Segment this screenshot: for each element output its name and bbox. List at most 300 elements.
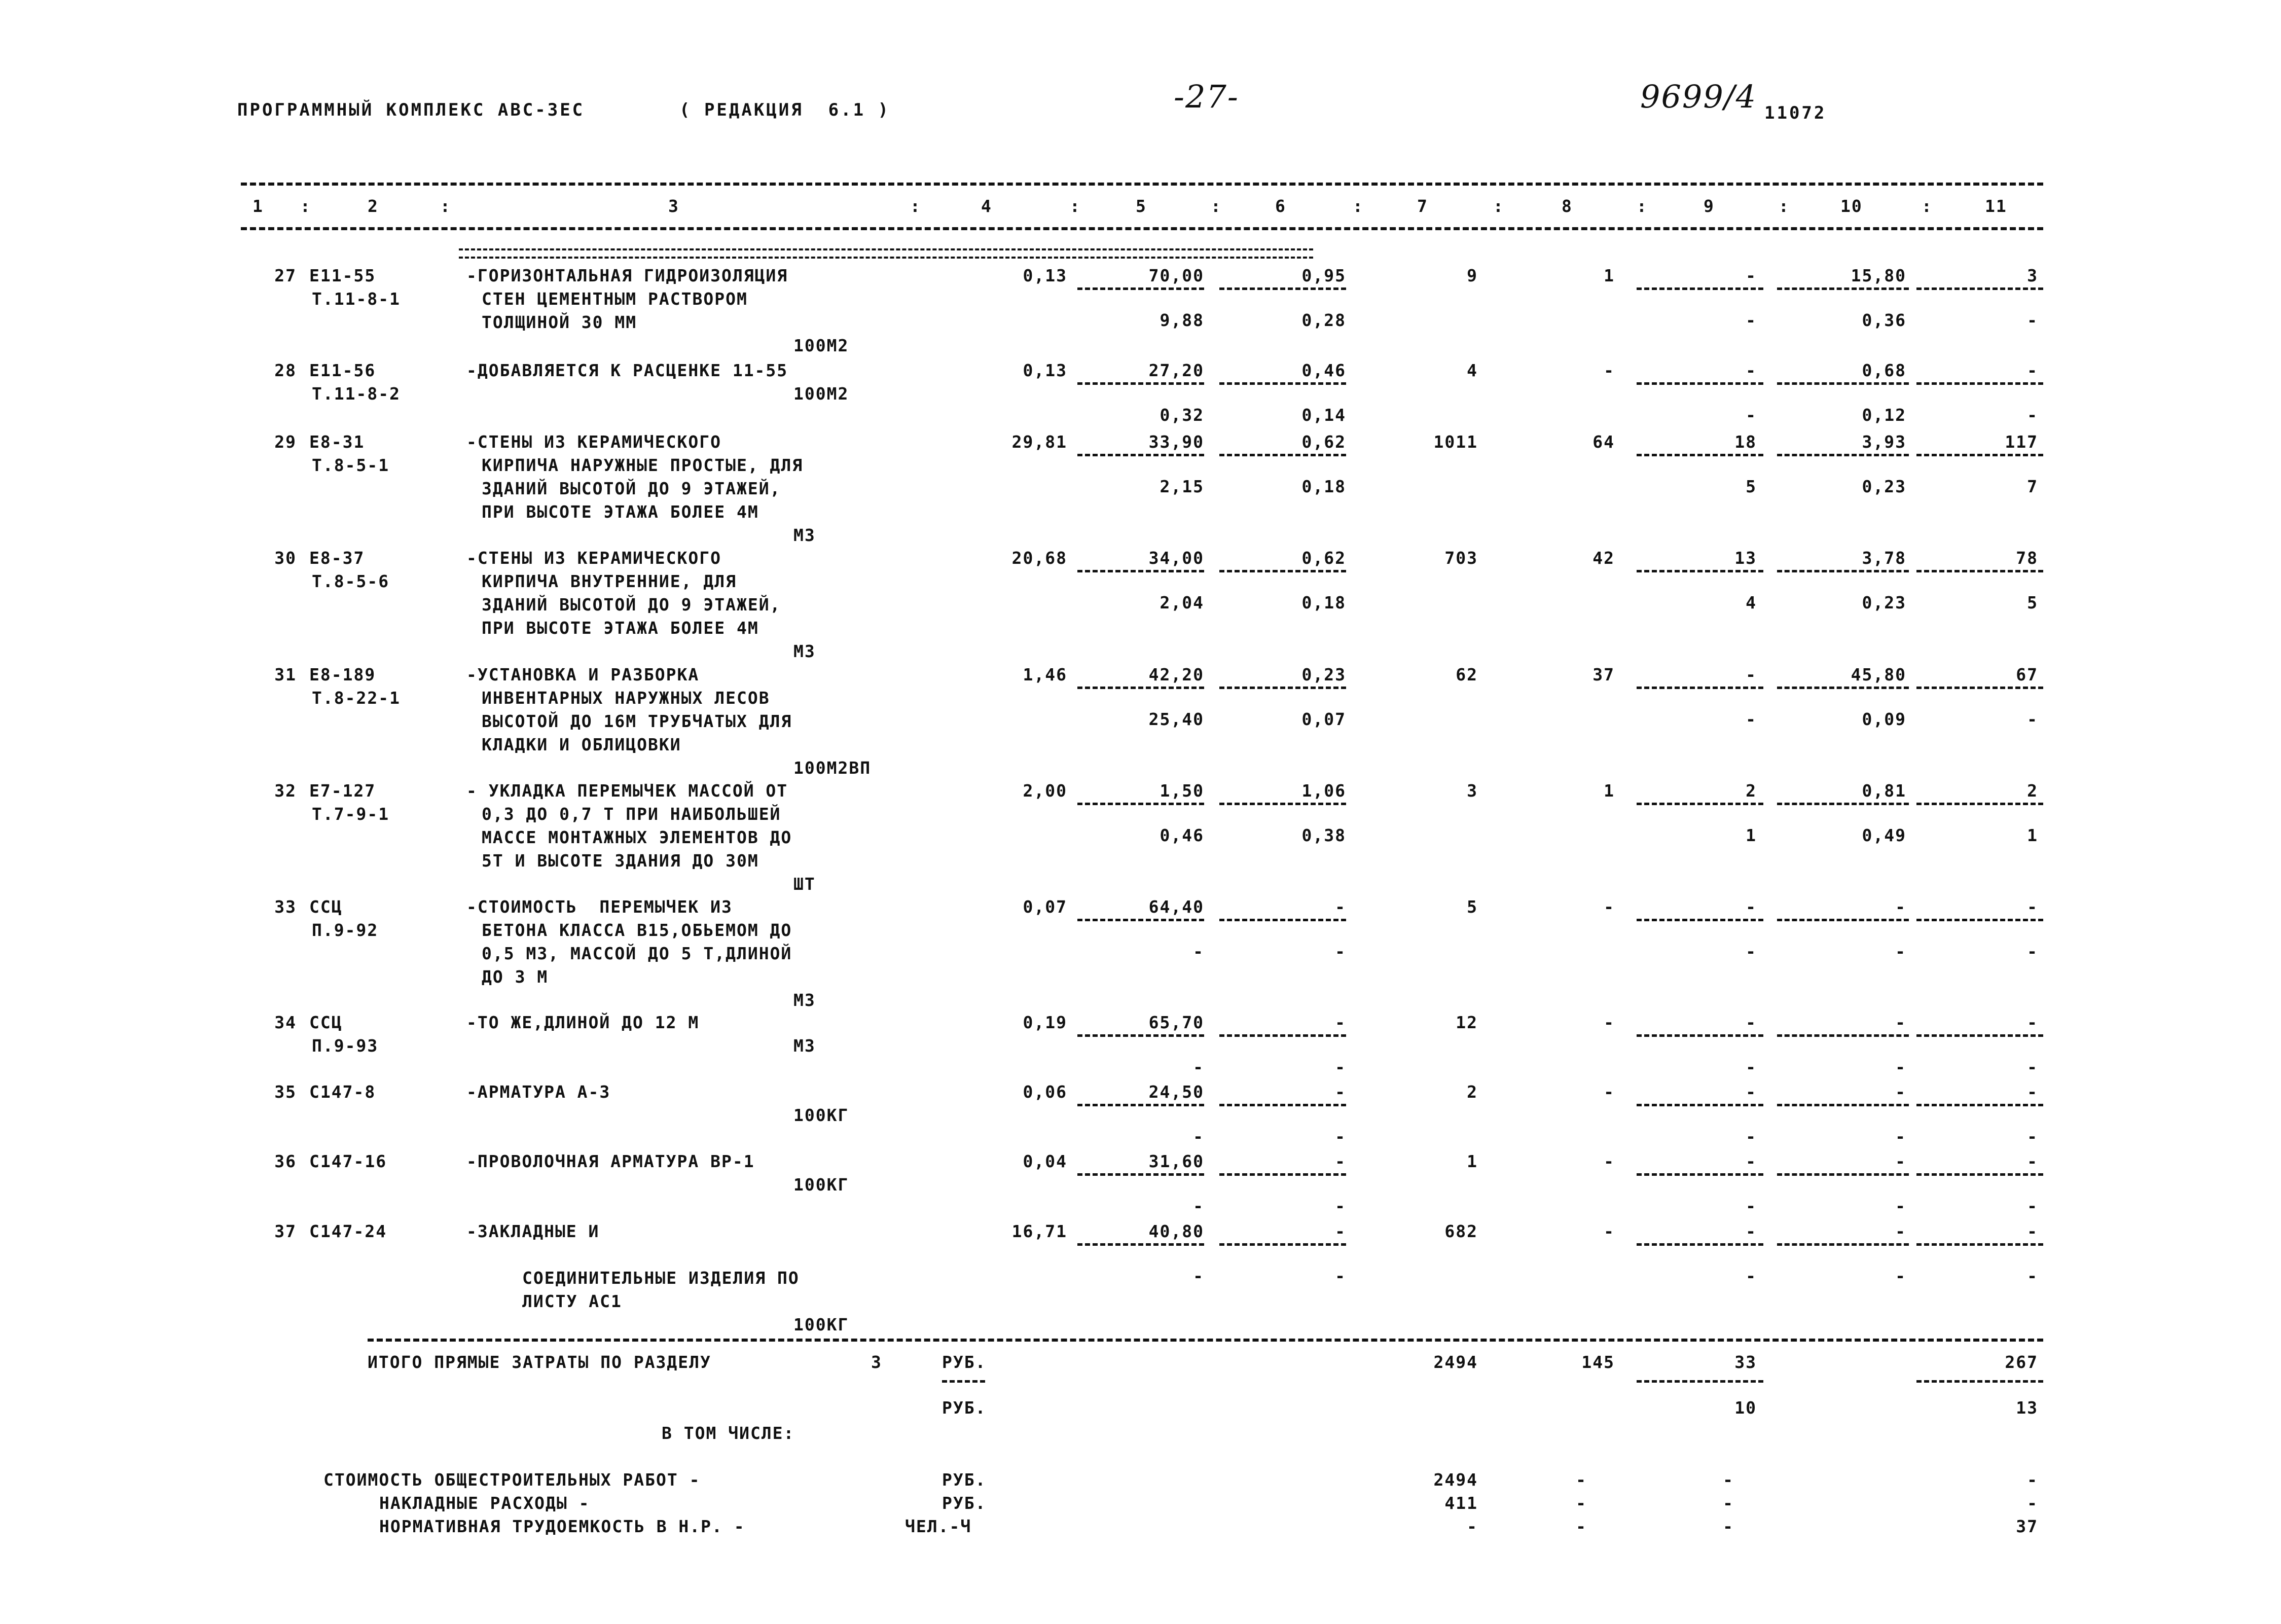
including-label: В ТОМ ЧИСЛЕ: (662, 1423, 795, 1443)
header-rule-top (241, 183, 2043, 186)
totals-col9-top: 33 (1734, 1352, 1757, 1372)
totals-rule (368, 1339, 2043, 1342)
row-description-line: -СТЕНЫ ИЗ КЕРАМИЧЕСКОГО (466, 548, 721, 568)
row-col9-top: 18 (1734, 432, 1757, 452)
row-description-line: ИНВЕНТАРНЫХ НАРУЖНЫХ ЛЕСОВ (482, 688, 770, 708)
row-description-line: -УСТАНОВКА И РАЗБОРКА (466, 665, 700, 684)
row-col10-bottom: - (1895, 1266, 1906, 1286)
row-machine-wages: - (1335, 942, 1346, 961)
row-price-total: 33,90 (1148, 432, 1204, 452)
totals-col11-top: 267 (2005, 1352, 2038, 1372)
row-col9-top: - (1746, 266, 1757, 285)
row-col11-bottom: - (2027, 1266, 2038, 1286)
row-price-wages: 0,46 (1160, 825, 1204, 845)
summary-label: НОРМАТИВНАЯ ТРУДОЕМКОСТЬ В Н.Р. - (379, 1517, 745, 1536)
row-description-line: 0,3 ДО 0,7 Т ПРИ НАИБОЛЬШЕЙ (482, 804, 781, 824)
row-machine-rule (1219, 382, 1346, 385)
col-header: 6 (1275, 196, 1286, 216)
row-col9-top: - (1746, 1082, 1757, 1102)
row-description-line: 0,5 М3, МАССОЙ ДО 5 Т,ДЛИНОЙ (482, 944, 792, 963)
row-col11-rule (1916, 382, 2043, 385)
row-description-line: ДО 3 М (482, 967, 549, 987)
row-col11-bottom: 1 (2027, 825, 2038, 845)
row-machine-rule (1219, 1173, 1346, 1176)
totals-col9-rule (1637, 1380, 1763, 1383)
row-description-line: -ЗАКЛАДНЫЕ И (466, 1221, 600, 1241)
row-col10-top: 0,68 (1862, 360, 1906, 380)
row-number: 33 (274, 897, 297, 917)
summary-col11: - (2027, 1493, 2038, 1513)
row-col9-bottom: - (1746, 1057, 1757, 1077)
row-col10-rule (1777, 570, 1909, 572)
summary-label: НАКЛАДНЫЕ РАСХОДЫ - (379, 1493, 590, 1513)
row-number: 34 (274, 1013, 297, 1032)
row-number: 37 (274, 1221, 297, 1241)
row-description-line: СОЕДИНИТЕЛЬНЫЕ ИЗДЕЛИЯ ПО (522, 1268, 800, 1288)
row-machine-wages: 0,38 (1301, 825, 1346, 845)
row-col11-rule (1916, 1104, 2043, 1106)
row-cost-total: 9 (1467, 266, 1478, 285)
summary-col11: 37 (2016, 1517, 2038, 1536)
summary-unit: РУБ. (942, 1493, 987, 1513)
row-price-rule (1077, 287, 1204, 290)
row-cost-wages: 42 (1592, 548, 1615, 568)
row-machine-total: 0,95 (1301, 266, 1346, 285)
row-code: Е8-31 (309, 432, 365, 452)
row-machine-rule (1219, 570, 1346, 572)
row-description-line: - УКЛАДКА ПЕРЕМЫЧЕК МАССОЙ ОТ (466, 781, 788, 801)
row-col10-bottom: 0,36 (1862, 310, 1906, 330)
row-col10-rule (1777, 382, 1909, 385)
row-col10-bottom: - (1895, 1127, 1906, 1146)
row-col10-top: 0,81 (1862, 781, 1906, 801)
row-number: 28 (274, 360, 297, 380)
row-unit: ШТ (793, 874, 816, 894)
summary-col8: - (1576, 1493, 1587, 1513)
row-unit: 100КГ (793, 1175, 849, 1195)
col-sep: : (910, 196, 921, 216)
col-sep: : (1493, 196, 1504, 216)
row-cost-wages: - (1604, 1013, 1615, 1032)
row-col11-rule (1916, 919, 2043, 921)
row-price-total: 64,40 (1148, 897, 1204, 917)
row-machine-total: 1,06 (1301, 781, 1346, 801)
col-header: 11 (1985, 196, 2007, 216)
row-col10-bottom: 0,49 (1862, 825, 1906, 845)
row-cost-wages: 1 (1604, 781, 1615, 801)
row-col9-bottom: 4 (1746, 593, 1757, 612)
row-price-wages: - (1193, 1127, 1204, 1146)
row-col9-top: 13 (1734, 548, 1757, 568)
totals-col9-bottom: 10 (1734, 1398, 1757, 1418)
row-machine-wages: - (1335, 1127, 1346, 1146)
row-machine-total: - (1335, 1082, 1346, 1102)
row-price-total: 40,80 (1148, 1221, 1204, 1241)
row-description-line: -ПРОВОЛОЧНАЯ АРМАТУРА ВР-1 (466, 1151, 755, 1171)
row-cost-total: 4 (1467, 360, 1478, 380)
row-cost-total: 1 (1467, 1151, 1478, 1171)
row-number: 30 (274, 548, 297, 568)
row-col9-top: - (1746, 360, 1757, 380)
row-unit: М3 (793, 990, 816, 1010)
row-col11-bottom: - (2027, 310, 2038, 330)
row-unit: 100КГ (793, 1105, 849, 1125)
row-price-wages: - (1193, 1196, 1204, 1216)
row-col10-bottom: 0,12 (1862, 405, 1906, 425)
col-sep: : (1779, 196, 1790, 216)
row-col10-rule (1777, 287, 1909, 290)
row-machine-rule (1219, 454, 1346, 456)
row-col10-top: 3,78 (1862, 548, 1906, 568)
row-col9-rule (1637, 919, 1763, 921)
row-code-ref: П.9-93 (312, 1036, 379, 1056)
row-description-line: КЛАДКИ И ОБЛИЦОВКИ (482, 735, 681, 754)
totals-currency-rule (942, 1380, 985, 1383)
col-header: 5 (1136, 196, 1147, 216)
row-cost-total: 3 (1467, 781, 1478, 801)
row-number: 36 (274, 1151, 297, 1171)
row-price-wages: 2,04 (1160, 593, 1204, 612)
row-cost-wages: 37 (1592, 665, 1615, 684)
row-col11-top: - (2027, 1082, 2038, 1102)
row-cost-total: 703 (1444, 548, 1478, 568)
row-quantity: 0,07 (1023, 897, 1067, 917)
col-header: 9 (1704, 196, 1715, 216)
row-col10-bottom: 0,23 (1862, 477, 1906, 496)
edition-label: ( РЕДАКЦИЯ 6.1 ) (679, 100, 890, 120)
row-price-rule (1077, 382, 1204, 385)
row-code: Е8-189 (309, 665, 376, 684)
row-col9-bottom: 5 (1746, 477, 1757, 496)
row-cost-total: 62 (1456, 665, 1478, 684)
row-quantity: 2,00 (1023, 781, 1067, 801)
row-unit: 100М2 (793, 336, 849, 355)
row-col9-bottom: - (1746, 709, 1757, 729)
totals-currency: РУБ. (942, 1352, 987, 1372)
row-description-line: -ТО ЖЕ,ДЛИНОЙ ДО 12 М (466, 1013, 700, 1032)
row-col10-rule (1777, 919, 1909, 921)
row-code-ref: Т.8-5-1 (312, 455, 390, 475)
row-price-wages: - (1193, 1057, 1204, 1077)
row-quantity: 16,71 (1011, 1221, 1067, 1241)
row-machine-wages: - (1335, 1057, 1346, 1077)
row-col11-top: - (2027, 1151, 2038, 1171)
summary-col9: - (1723, 1493, 1734, 1513)
row-cost-total: 1011 (1433, 432, 1478, 452)
row-machine-wages: 0,18 (1301, 477, 1346, 496)
summary-unit: ЧЕЛ.-Ч (905, 1517, 972, 1536)
row-unit: М3 (793, 1036, 816, 1056)
row-col10-rule (1777, 1243, 1909, 1246)
row-code-ref: Т.7-9-1 (312, 804, 390, 824)
row-code-ref: Т.11-8-1 (312, 289, 401, 309)
row-col11-top: - (2027, 360, 2038, 380)
row-description-line: БЕТОНА КЛАССА В15,ОБЬЕМОМ ДО (482, 920, 792, 940)
row-col10-bottom: 0,09 (1862, 709, 1906, 729)
row-col9-rule (1637, 803, 1763, 805)
row-quantity: 0,13 (1023, 266, 1067, 285)
row-unit: 100КГ (793, 1315, 849, 1334)
col-sep: : (300, 196, 311, 216)
row-col9-top: 2 (1746, 781, 1757, 801)
col-header: 4 (981, 196, 992, 216)
row-col9-rule (1637, 382, 1763, 385)
row-machine-wages: - (1335, 1266, 1346, 1286)
row-quantity: 0,19 (1023, 1013, 1067, 1032)
row-description-line: -ДОБАВЛЯЕТСЯ К РАСЦЕНКЕ 11-55 (466, 360, 788, 380)
row-price-wages: - (1193, 1266, 1204, 1286)
row-machine-wages: 0,28 (1301, 310, 1346, 330)
row-code: Е11-56 (309, 360, 376, 380)
row-description-line: ЗДАНИЙ ВЫСОТОЙ ДО 9 ЭТАЖЕЙ, (482, 595, 781, 615)
row-col9-rule (1637, 1243, 1763, 1246)
row-price-total: 42,20 (1148, 665, 1204, 684)
row-machine-total: - (1335, 1221, 1346, 1241)
row-code-ref: П.9-92 (312, 920, 379, 940)
row-col9-rule (1637, 1173, 1763, 1176)
row-machine-rule (1219, 919, 1346, 921)
row-machine-wages: - (1335, 1196, 1346, 1216)
row-col10-top: - (1895, 1013, 1906, 1032)
totals-col11-bottom: 13 (2016, 1398, 2038, 1418)
row-col11-bottom: - (2027, 1057, 2038, 1077)
row-col11-bottom: - (2027, 405, 2038, 425)
row-description-line: КИРПИЧА ВНУТРЕННИЕ, ДЛЯ (482, 571, 737, 591)
row-price-rule (1077, 454, 1204, 456)
totals-col11-rule (1916, 1380, 2043, 1383)
row-code: Е11-55 (309, 266, 376, 285)
row-col11-rule (1916, 1173, 2043, 1176)
totals-col7: 2494 (1433, 1352, 1478, 1372)
row-quantity: 1,46 (1023, 665, 1067, 684)
row-cost-total: 2 (1467, 1082, 1478, 1102)
row-col9-bottom: - (1746, 1196, 1757, 1216)
row-unit: М3 (793, 641, 816, 661)
row-description-line: СТЕН ЦЕМЕНТНЫМ РАСТВОРОМ (482, 289, 748, 309)
row-col9-bottom: - (1746, 310, 1757, 330)
row-col9-bottom: - (1746, 942, 1757, 961)
row-code: С147-8 (309, 1082, 376, 1102)
row-col11-top: 117 (2005, 432, 2038, 452)
doc-code: 11072 (1764, 103, 1827, 123)
row-quantity: 0,13 (1023, 360, 1067, 380)
row-col10-top: - (1895, 1082, 1906, 1102)
summary-col8: - (1576, 1470, 1587, 1490)
summary-col9: - (1723, 1517, 1734, 1536)
row-col9-rule (1637, 1104, 1763, 1106)
col-header: 10 (1840, 196, 1863, 216)
row-price-total: 27,20 (1148, 360, 1204, 380)
row-quantity: 0,06 (1023, 1082, 1067, 1102)
row-col10-rule (1777, 1104, 1909, 1106)
col-header: 8 (1562, 196, 1573, 216)
summary-col7: - (1467, 1517, 1478, 1536)
row-col9-top: - (1746, 1013, 1757, 1032)
row-quantity: 29,81 (1011, 432, 1067, 452)
row-code-ref: Т.11-8-2 (312, 384, 401, 404)
row-description-line: ПРИ ВЫСОТЕ ЭТАЖА БОЛЕЕ 4М (482, 618, 759, 638)
row-machine-rule (1219, 803, 1346, 805)
row-price-rule (1077, 1173, 1204, 1176)
row-cost-total: 12 (1456, 1013, 1478, 1032)
row-col11-top: 3 (2027, 266, 2038, 285)
row-col11-top: - (2027, 897, 2038, 917)
row-number: 32 (274, 781, 297, 801)
row-machine-total: 0,62 (1301, 548, 1346, 568)
program-title: ПРОГРАММНЫЙ КОМПЛЕКС АВС-ЗЕС (237, 100, 585, 120)
row-col9-top: - (1746, 1151, 1757, 1171)
row-col9-rule (1637, 287, 1763, 290)
summary-col11: - (2027, 1470, 2038, 1490)
row-machine-total: - (1335, 1151, 1346, 1171)
row-description-line: -СТЕНЫ ИЗ КЕРАМИЧЕСКОГО (466, 432, 721, 452)
row-code: Е8-37 (309, 548, 365, 568)
row-cost-wages: - (1604, 1151, 1615, 1171)
row-code: С147-24 (309, 1221, 387, 1241)
row-col11-rule (1916, 454, 2043, 456)
row-col11-rule (1916, 687, 2043, 689)
row-machine-total: - (1335, 1013, 1346, 1032)
row-col9-bottom: - (1746, 1127, 1757, 1146)
row-col11-rule (1916, 570, 2043, 572)
totals-section: 3 (871, 1352, 882, 1372)
row-number: 35 (274, 1082, 297, 1102)
row-price-wages: 9,88 (1160, 310, 1204, 330)
row-col10-top: 15,80 (1851, 266, 1906, 285)
row-cost-wages: 1 (1604, 266, 1615, 285)
row-col10-top: - (1895, 897, 1906, 917)
row-machine-rule (1219, 687, 1346, 689)
row-cost-wages: - (1604, 897, 1615, 917)
doc-number: 9699/4 (1640, 78, 1757, 115)
row-machine-wages: 0,14 (1301, 405, 1346, 425)
row-price-total: 24,50 (1148, 1082, 1204, 1102)
summary-col7: 411 (1444, 1493, 1478, 1513)
row-code: С147-16 (309, 1151, 387, 1171)
row-description-line: ВЫСОТОЙ ДО 16М ТРУБЧАТЫХ ДЛЯ (482, 711, 792, 731)
row-price-wages: 25,40 (1148, 709, 1204, 729)
col-header: 3 (668, 196, 679, 216)
page-number: -27- (1174, 78, 1239, 115)
summary-unit: РУБ. (942, 1470, 987, 1490)
row-machine-rule (1219, 1243, 1346, 1246)
row-col10-bottom: - (1895, 942, 1906, 961)
col-header: 2 (368, 196, 379, 216)
row-cost-wages: - (1604, 1221, 1615, 1241)
row-price-rule (1077, 1104, 1204, 1106)
summary-label: СТОИМОСТЬ ОБЩЕСТРОИТЕЛЬНЫХ РАБОТ - (323, 1470, 701, 1490)
row-code-ref: Т.8-22-1 (312, 688, 401, 708)
row-number: 27 (274, 266, 297, 285)
row-col9-rule (1637, 1034, 1763, 1037)
row-unit: М3 (793, 525, 816, 545)
row-col11-bottom: - (2027, 709, 2038, 729)
row-col11-rule (1916, 803, 2043, 805)
row-description-line: ПРИ ВЫСОТЕ ЭТАЖА БОЛЕЕ 4М (482, 502, 759, 522)
row-machine-wages: 0,18 (1301, 593, 1346, 612)
row-col11-rule (1916, 1243, 2043, 1246)
row-description-line: КИРПИЧА НАРУЖНЫЕ ПРОСТЫЕ, ДЛЯ (482, 455, 804, 475)
row-price-rule (1077, 1034, 1204, 1037)
col-sep: : (1922, 196, 1933, 216)
row-col11-bottom: - (2027, 1196, 2038, 1216)
row-code-ref: Т.8-5-6 (312, 571, 390, 591)
row-col10-rule (1777, 454, 1909, 456)
row-col9-rule (1637, 687, 1763, 689)
row-col11-bottom: 7 (2027, 477, 2038, 496)
totals-currency-2: РУБ. (942, 1398, 987, 1418)
row-description-line: МАССЕ МОНТАЖНЫХ ЭЛЕМЕНТОВ ДО (482, 827, 792, 847)
row-col10-bottom: 0,23 (1862, 593, 1906, 612)
row-code: ССЦ (309, 1013, 343, 1032)
row-col11-top: 78 (2016, 548, 2038, 568)
row-code: Е7-127 (309, 781, 376, 801)
row-col9-top: - (1746, 665, 1757, 684)
row-quantity: 0,04 (1023, 1151, 1067, 1171)
row-machine-rule (1219, 1034, 1346, 1037)
row-number: 29 (274, 432, 297, 452)
row-col9-rule (1637, 454, 1763, 456)
section-double-rule (459, 248, 1313, 259)
row-price-total: 65,70 (1148, 1013, 1204, 1032)
row-cost-total: 682 (1444, 1221, 1478, 1241)
row-machine-total: 0,62 (1301, 432, 1346, 452)
row-description-line: ТОЛЩИНОЙ 30 ММ (482, 312, 637, 332)
row-col10-rule (1777, 1034, 1909, 1037)
row-col9-bottom: - (1746, 1266, 1757, 1286)
row-col11-top: - (2027, 1013, 2038, 1032)
row-code: ССЦ (309, 897, 343, 917)
row-machine-wages: 0,07 (1301, 709, 1346, 729)
row-col10-rule (1777, 687, 1909, 689)
row-quantity: 20,68 (1011, 548, 1067, 568)
totals-col8: 145 (1581, 1352, 1615, 1372)
col-header: 1 (252, 196, 264, 216)
row-col11-top: 67 (2016, 665, 2038, 684)
header-rule-bottom (241, 227, 2043, 230)
row-col11-top: - (2027, 1221, 2038, 1241)
row-description-line: 5Т И ВЫСОТЕ ЗДАНИЯ ДО 30М (482, 851, 759, 871)
row-price-total: 34,00 (1148, 548, 1204, 568)
summary-col8: - (1576, 1517, 1587, 1536)
row-machine-total: 0,23 (1301, 665, 1346, 684)
row-description-line: -СТОИМОСТЬ ПЕРЕМЫЧЕК ИЗ (466, 897, 733, 917)
col-sep: : (1070, 196, 1081, 216)
row-cost-total: 5 (1467, 897, 1478, 917)
col-sep: : (1211, 196, 1222, 216)
row-col11-rule (1916, 287, 2043, 290)
row-col11-bottom: - (2027, 942, 2038, 961)
row-col9-bottom: 1 (1746, 825, 1757, 845)
row-description-line: -АРМАТУРА А-3 (466, 1082, 611, 1102)
col-sep: : (1637, 196, 1648, 216)
row-price-total: 70,00 (1148, 266, 1204, 285)
row-price-total: 31,60 (1148, 1151, 1204, 1171)
row-machine-rule (1219, 287, 1346, 290)
row-col9-top: - (1746, 1221, 1757, 1241)
row-price-rule (1077, 803, 1204, 805)
row-cost-wages: 64 (1592, 432, 1615, 452)
summary-col7: 2494 (1433, 1470, 1478, 1490)
row-col10-rule (1777, 803, 1909, 805)
row-machine-rule (1219, 1104, 1346, 1106)
row-machine-total: 0,46 (1301, 360, 1346, 380)
row-col9-top: - (1746, 897, 1757, 917)
row-machine-total: - (1335, 897, 1346, 917)
row-description-line: -ГОРИЗОНТАЛЬНАЯ ГИДРОИЗОЛЯЦИЯ (466, 266, 788, 285)
row-price-total: 1,50 (1160, 781, 1204, 801)
totals-label: ИТОГО ПРЯМЫЕ ЗАТРАТЫ ПО РАЗДЕЛУ (368, 1352, 711, 1372)
